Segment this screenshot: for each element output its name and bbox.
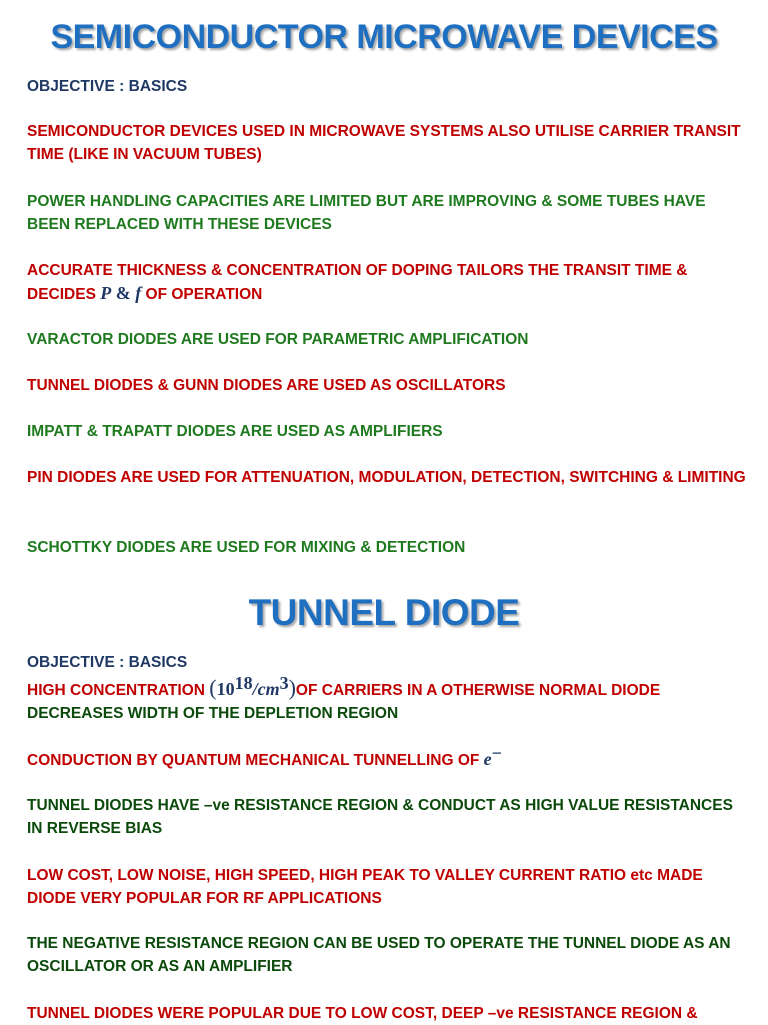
paragraph-varactor: VARACTOR DIODES ARE USED FOR PARAMETRIC AMPLIFICATION <box>27 331 529 348</box>
electron-charge-sign: − <box>491 742 502 763</box>
ampersand-symbol: & <box>111 283 136 303</box>
close-paren: ) <box>288 675 296 700</box>
concentration-base: 10 <box>216 679 235 699</box>
concentration-unit-exponent: 3 <box>279 672 289 693</box>
objective-label-2: OBJECTIVE : BASICS <box>27 654 188 671</box>
paragraph-doping <box>27 259 747 306</box>
electron-symbol: e <box>483 749 492 769</box>
page-title: SEMICONDUCTOR MICROWAVE DEVICES <box>50 18 718 56</box>
paragraph-concentration <box>27 672 747 702</box>
concentration-text-end: OF CARRIERS IN A OTHERWISE NORMAL DIODE <box>295 682 661 699</box>
paragraph-popularity: TUNNEL DIODES WERE POPULAR DUE TO LOW COST, DEEP –ve RESISTANCE REGION & <box>27 1005 698 1022</box>
paragraph-power-handling: POWER HANDLING CAPACITIES ARE LIMITED BUT ARE IMPROVING & SOME TUBES HAVE BEEN REPLACED WITH THESE DEVICES <box>27 193 706 233</box>
frequency-symbol: f <box>135 283 142 303</box>
power-symbol: P <box>100 283 112 303</box>
doping-text-end: OF OPERATION <box>141 286 263 303</box>
open-paren: ( <box>209 675 217 700</box>
paragraph-transit-time: SEMICONDUCTOR DEVICES USED IN MICROWAVE SYSTEMS ALSO UTILISE CARRIER TRANSIT TIME (LIKE IN VACUUM TUBES) <box>27 123 741 163</box>
doping-text: ACCURATE THICKNESS & CONCENTRATION OF DOPING TAILORS THE TRANSIT TIME & DECIDES <box>27 262 688 303</box>
concentration-exponent: 18 <box>234 672 253 693</box>
paragraph-tunnel-gunn: TUNNEL DIODES & GUNN DIODES ARE USED AS OSCILLATORS <box>27 377 506 394</box>
paragraph-impatt: IMPATT & TRAPATT DIODES ARE USED AS AMPLIFIERS <box>27 423 443 440</box>
paragraph-depletion: DECREASES WIDTH OF THE DEPLETION REGION <box>27 705 399 722</box>
paragraph-schottky: SCHOTTKY DIODES ARE USED FOR MIXING & DETECTION <box>27 539 466 556</box>
tunnelling-text: CONDUCTION BY QUANTUM MECHANICAL TUNNELLING OF <box>27 752 484 769</box>
paragraph-low-cost: LOW COST, LOW NOISE, HIGH SPEED, HIGH PEAK TO VALLEY CURRENT RATIO etc MADE DIODE VERY POPULAR FOR RF APPLICATIONS <box>27 867 703 907</box>
concentration-unit: /cm <box>252 679 280 699</box>
paragraph-pin: PIN DIODES ARE USED FOR ATTENUATION, MODULATION, DETECTION, SWITCHING & LIMITING <box>27 469 746 486</box>
paragraph-negative-resistance: TUNNEL DIODES HAVE –ve RESISTANCE REGION & CONDUCT AS HIGH VALUE RESISTANCES IN REVERSE BIAS <box>27 797 733 837</box>
section-title-tunnel-diode: TUNNEL DIODE <box>248 592 520 633</box>
objective-label: OBJECTIVE : BASICS <box>27 78 188 95</box>
paragraph-oscillator: THE NEGATIVE RESISTANCE REGION CAN BE USED TO OPERATE THE TUNNEL DIODE AS AN OSCILLATOR OR AS AN AMPLIFIER <box>27 935 731 975</box>
paragraph-tunnelling <box>27 742 747 772</box>
concentration-text: HIGH CONCENTRATION <box>27 682 210 699</box>
